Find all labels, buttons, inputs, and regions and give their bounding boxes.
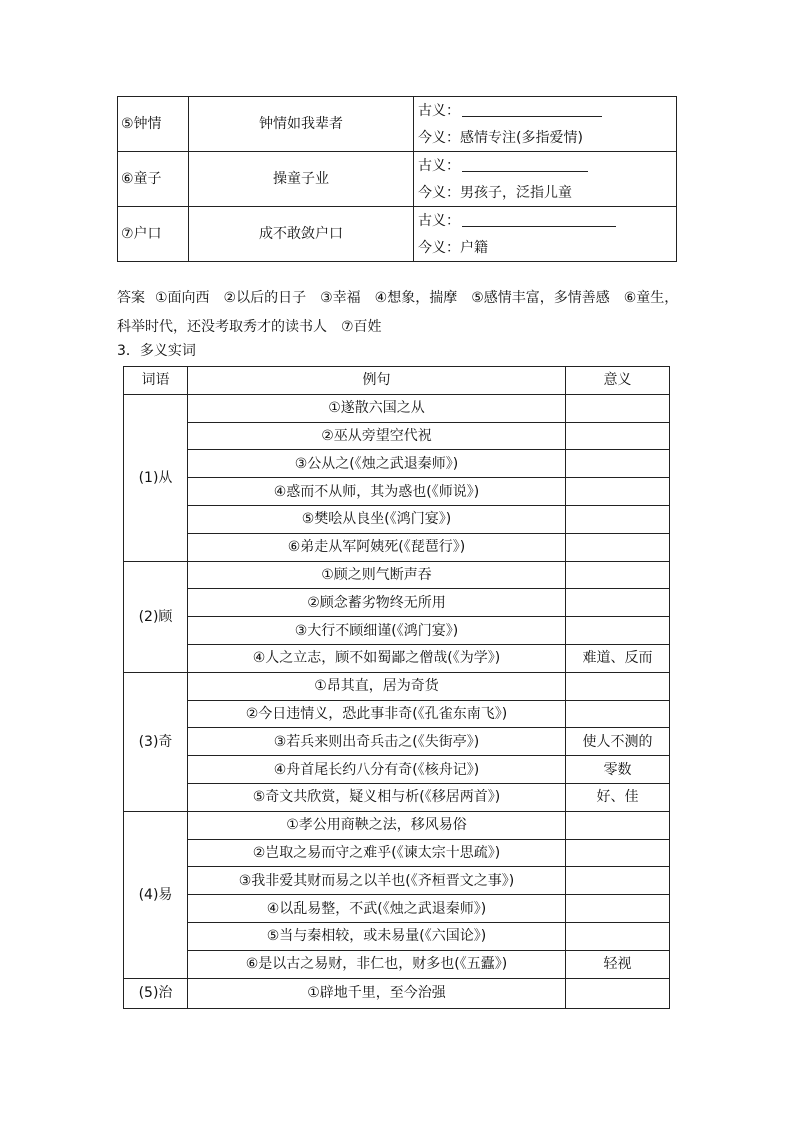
word-cell: (5)治 — [124, 978, 188, 1008]
answer-line: 科举时代，还没考取秀才的读书人 ⑦百姓 — [117, 319, 382, 335]
example-cell: ①昂其直，居为奇货 — [188, 672, 566, 700]
example-cell: ②岂取之易而守之难乎(《谏太宗十思疏》) — [188, 839, 566, 867]
meaning-cell — [566, 895, 670, 923]
modern-label: 今义： — [418, 184, 460, 201]
word-cell: ⑦户口 — [118, 207, 189, 262]
meaning-cell: 零数 — [566, 756, 670, 784]
meaning-cell — [566, 561, 670, 589]
modern-value: 户籍 — [460, 239, 488, 256]
header-meaning: 意义 — [566, 367, 670, 395]
table-row — [118, 97, 677, 152]
meaning-cell — [566, 978, 670, 1008]
answer-label: 答案 — [117, 290, 145, 306]
example-cell: ⑤奇文共欣赏，疑义相与析(《移居两首》) — [188, 783, 566, 811]
meaning-cell — [566, 533, 670, 561]
answer-text: ①面向西 ②以后的日子 ③幸福 ④想象，揣摩 ⑤感情丰富，多情善感 ⑥童生， — [155, 290, 679, 306]
example-cell: ②今日违情义，恐此事非奇(《孔雀东南飞》) — [188, 700, 566, 728]
table-row — [118, 152, 677, 207]
word-cell: ⑥童子 — [118, 152, 189, 207]
table-row — [118, 207, 677, 262]
meaning-cell — [566, 922, 670, 950]
meaning-cell — [566, 617, 670, 645]
table-row — [124, 950, 670, 978]
table-row — [124, 839, 670, 867]
meaning-cell — [566, 589, 670, 617]
example-cell: ②顾念蓄劣物终无所用 — [188, 589, 566, 617]
example-cell: 成不敢敛户口 — [189, 207, 414, 262]
header-example: 例句 — [188, 367, 566, 395]
table-row — [124, 978, 670, 1008]
header-row — [124, 367, 670, 395]
word-cell: ⑤钟情 — [118, 97, 189, 152]
ancient-label: 古义： — [418, 102, 460, 119]
table-row — [124, 811, 670, 839]
word-cell: (2)顾 — [124, 561, 188, 672]
meaning-cell — [566, 394, 670, 422]
table-row — [124, 533, 670, 561]
modern-value: 感情专注(多指爱情) — [460, 129, 583, 146]
example-cell: ④人之立志，顾不如蜀鄙之僧哉(《为学》) — [188, 644, 566, 672]
meaning-cell — [566, 422, 670, 450]
example-cell: ⑤樊哙从良坐(《鸿门宴》) — [188, 505, 566, 533]
table-row — [124, 617, 670, 645]
meaning-cell: 难道、反而 — [566, 644, 670, 672]
table-row — [124, 783, 670, 811]
example-cell: ⑤当与秦相较，或未易量(《六国论》) — [188, 922, 566, 950]
table-row — [124, 756, 670, 784]
meaning-cell — [566, 867, 670, 895]
example-cell: ④舟首尾长约八分有奇(《核舟记》) — [188, 756, 566, 784]
meaning-cell — [566, 505, 670, 533]
example-cell: ②巫从旁望空代祝 — [188, 422, 566, 450]
example-cell: ⑥是以古之易财，非仁也，财多也(《五蠹》) — [188, 950, 566, 978]
blank-line — [462, 159, 588, 172]
meaning-cell: 好、佳 — [566, 783, 670, 811]
table-row — [124, 505, 670, 533]
table-row — [124, 922, 670, 950]
meaning-cell — [414, 207, 677, 262]
meaning-cell — [566, 478, 670, 506]
example-cell: ③我非爱其财而易之以羊也(《齐桓晋文之事》) — [188, 867, 566, 895]
answer-paragraph — [117, 284, 683, 342]
modern-value: 男孩子，泛指儿童 — [460, 184, 572, 201]
table-row — [124, 422, 670, 450]
table-row — [124, 589, 670, 617]
example-cell: ①孝公用商鞅之法，移风易俗 — [188, 811, 566, 839]
example-cell: ①辟地千里，至今治强 — [188, 978, 566, 1008]
blank-line — [462, 214, 616, 227]
modern-label: 今义： — [418, 239, 460, 256]
header-word: 词语 — [124, 367, 188, 395]
meaning-cell — [566, 839, 670, 867]
table-row — [124, 478, 670, 506]
example-cell: ③若兵来则出奇兵击之(《失街亭》) — [188, 728, 566, 756]
meaning-cell — [414, 152, 677, 207]
table-row — [124, 700, 670, 728]
meaning-cell — [414, 97, 677, 152]
ancient-label: 古义： — [418, 212, 460, 229]
table-row — [124, 450, 670, 478]
meaning-cell — [566, 811, 670, 839]
example-cell: ⑥弟走从军阿姨死(《琵琶行》) — [188, 533, 566, 561]
answer-line — [117, 284, 683, 313]
meaning-table — [117, 96, 677, 262]
meaning-cell — [566, 450, 670, 478]
word-cell: (4)易 — [124, 811, 188, 978]
table-row — [124, 644, 670, 672]
table-row — [124, 728, 670, 756]
table-row — [124, 394, 670, 422]
modern-label: 今义： — [418, 129, 460, 146]
meaning-cell — [566, 700, 670, 728]
example-cell: ④惑而不从师，其为惑也(《师说》) — [188, 478, 566, 506]
word-cell: (3)奇 — [124, 672, 188, 811]
example-cell: 钟情如我辈者 — [189, 97, 414, 152]
section-heading: 3．多义实词 — [117, 343, 196, 359]
example-cell: ③大行不顾细谨(《鸿门宴》) — [188, 617, 566, 645]
table-row — [124, 672, 670, 700]
example-cell: ③公从之(《烛之武退秦师》) — [188, 450, 566, 478]
meaning-cell: 使人不测的 — [566, 728, 670, 756]
ancient-label: 古义： — [418, 157, 460, 174]
table-row — [124, 561, 670, 589]
meaning-cell — [566, 672, 670, 700]
table-row — [124, 895, 670, 923]
meaning-cell: 轻视 — [566, 950, 670, 978]
polysemy-table — [123, 366, 670, 1009]
example-cell: 操童子业 — [189, 152, 414, 207]
example-cell: ④以乱易整，不武(《烛之武退秦师》) — [188, 895, 566, 923]
example-cell: ①顾之则气断声吞 — [188, 561, 566, 589]
blank-line — [462, 104, 602, 117]
table-row — [124, 867, 670, 895]
example-cell: ①遂散六国之从 — [188, 394, 566, 422]
word-cell: (1)从 — [124, 394, 188, 561]
